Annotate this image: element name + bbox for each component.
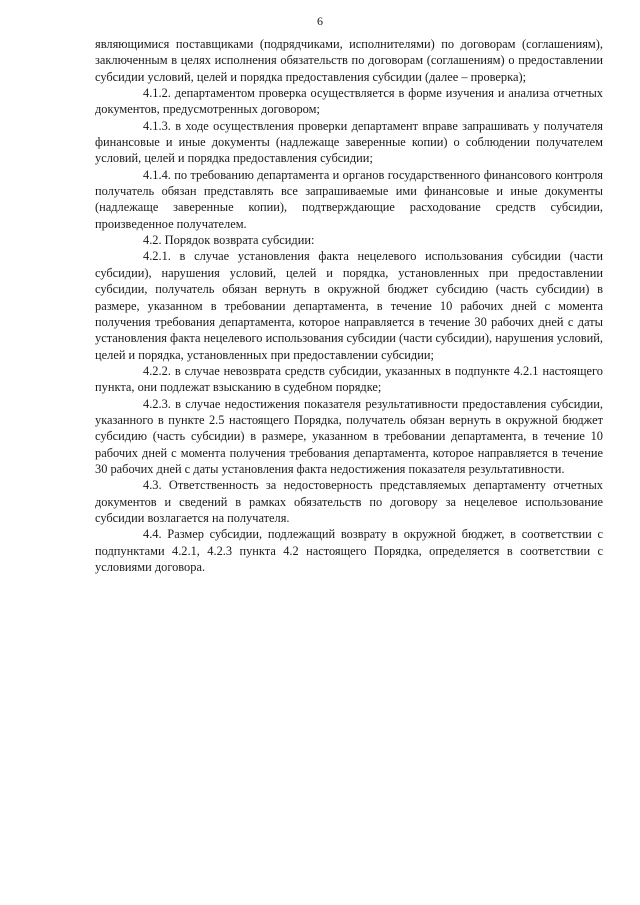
paragraph-4-2: 4.2. Порядок возврата субсидии: (143, 233, 315, 248)
paragraph-4-4: 4.4. Размер субсидии, подлежащий возврату в окружной бюджет, в соответствии с подпунктами 4.2.1, 4.2.3 пункта 4.2 настоящего Порядка, определяется в соответствии с условиями договора. (95, 527, 603, 574)
document-body (95, 36, 603, 575)
page-number: 6 (317, 14, 323, 28)
paragraph-4-2-1: 4.2.1. в случае установления факта нецелевого использования субсидии (части субсидии), нарушения условий, целей и порядка, установленных при предоставлении субсидии, получатель обязан вернуть в окружной бюджет субсидию (часть субсидии) в размере, указанном в требовании департамента, в течение 10 рабочих дней с момента получения требования департамента, которое направляется в течение 30 рабочих дней с даты установления факта нецелевого использования субсидии (части субсидии), нарушения условий, целей и порядка, установленных при предоставлении субсидии; (95, 249, 603, 362)
paragraph-4-1-4: 4.1.4. по требованию департамента и органов государственного финансового контроля получатель обязан представлять все запрашиваемые ими финансовые и иные документы (надлежаще заверенные копии), подтверждающие расходование средств субсидии, произведенное получателем. (95, 167, 603, 231)
paragraph-4-1-3: 4.1.3. в ходе осуществления проверки департамент вправе запрашивать у получателя финансовые и иные документы (надлежаще заверенные копии) о соблюдении получателем условий, целей и порядка предоставления субсидии; (95, 118, 603, 166)
paragraph-4-2-3: 4.2.3. в случае недостижения показателя результативности предоставления субсидии, указанного в пункте 2.5 настоящего Порядка, получатель обязан вернуть в окружной бюджет субсидию (часть субсидии) в размере, указанном в требовании департамента, в течение 10 рабочих дней с момента получения требования департамента, которое направляется в течение 30 рабочих дней с даты установления факта недостижения показателя результативности. (95, 396, 603, 476)
paragraph-4-3: 4.3. Ответственность за недостоверность представляемых департаменту отчетных документов и сведений в рамках обязательств по договору за нецелевое использование субсидии возлагается на получателя. (95, 478, 603, 525)
paragraph-continuation: являющимися поставщиками (подрядчиками, исполнителями) по договорам (соглашениям), заключенным в целях исполнения обязательств по договорам (соглашениям) о предоставлении субсидии условий, целей и порядка предоставления субсидии (далее – проверка); (95, 37, 603, 84)
paragraph-4-2-2: 4.2.2. в случае невозврата средств субсидии, указанных в подпункте 4.2.1 настоящего пункта, они подлежат взысканию в судебном порядке; (95, 363, 603, 395)
paragraph-4-1-2: 4.1.2. департаментом проверка осуществляется в форме изучения и анализа отчетных документов, предусмотренных договором; (95, 86, 603, 117)
